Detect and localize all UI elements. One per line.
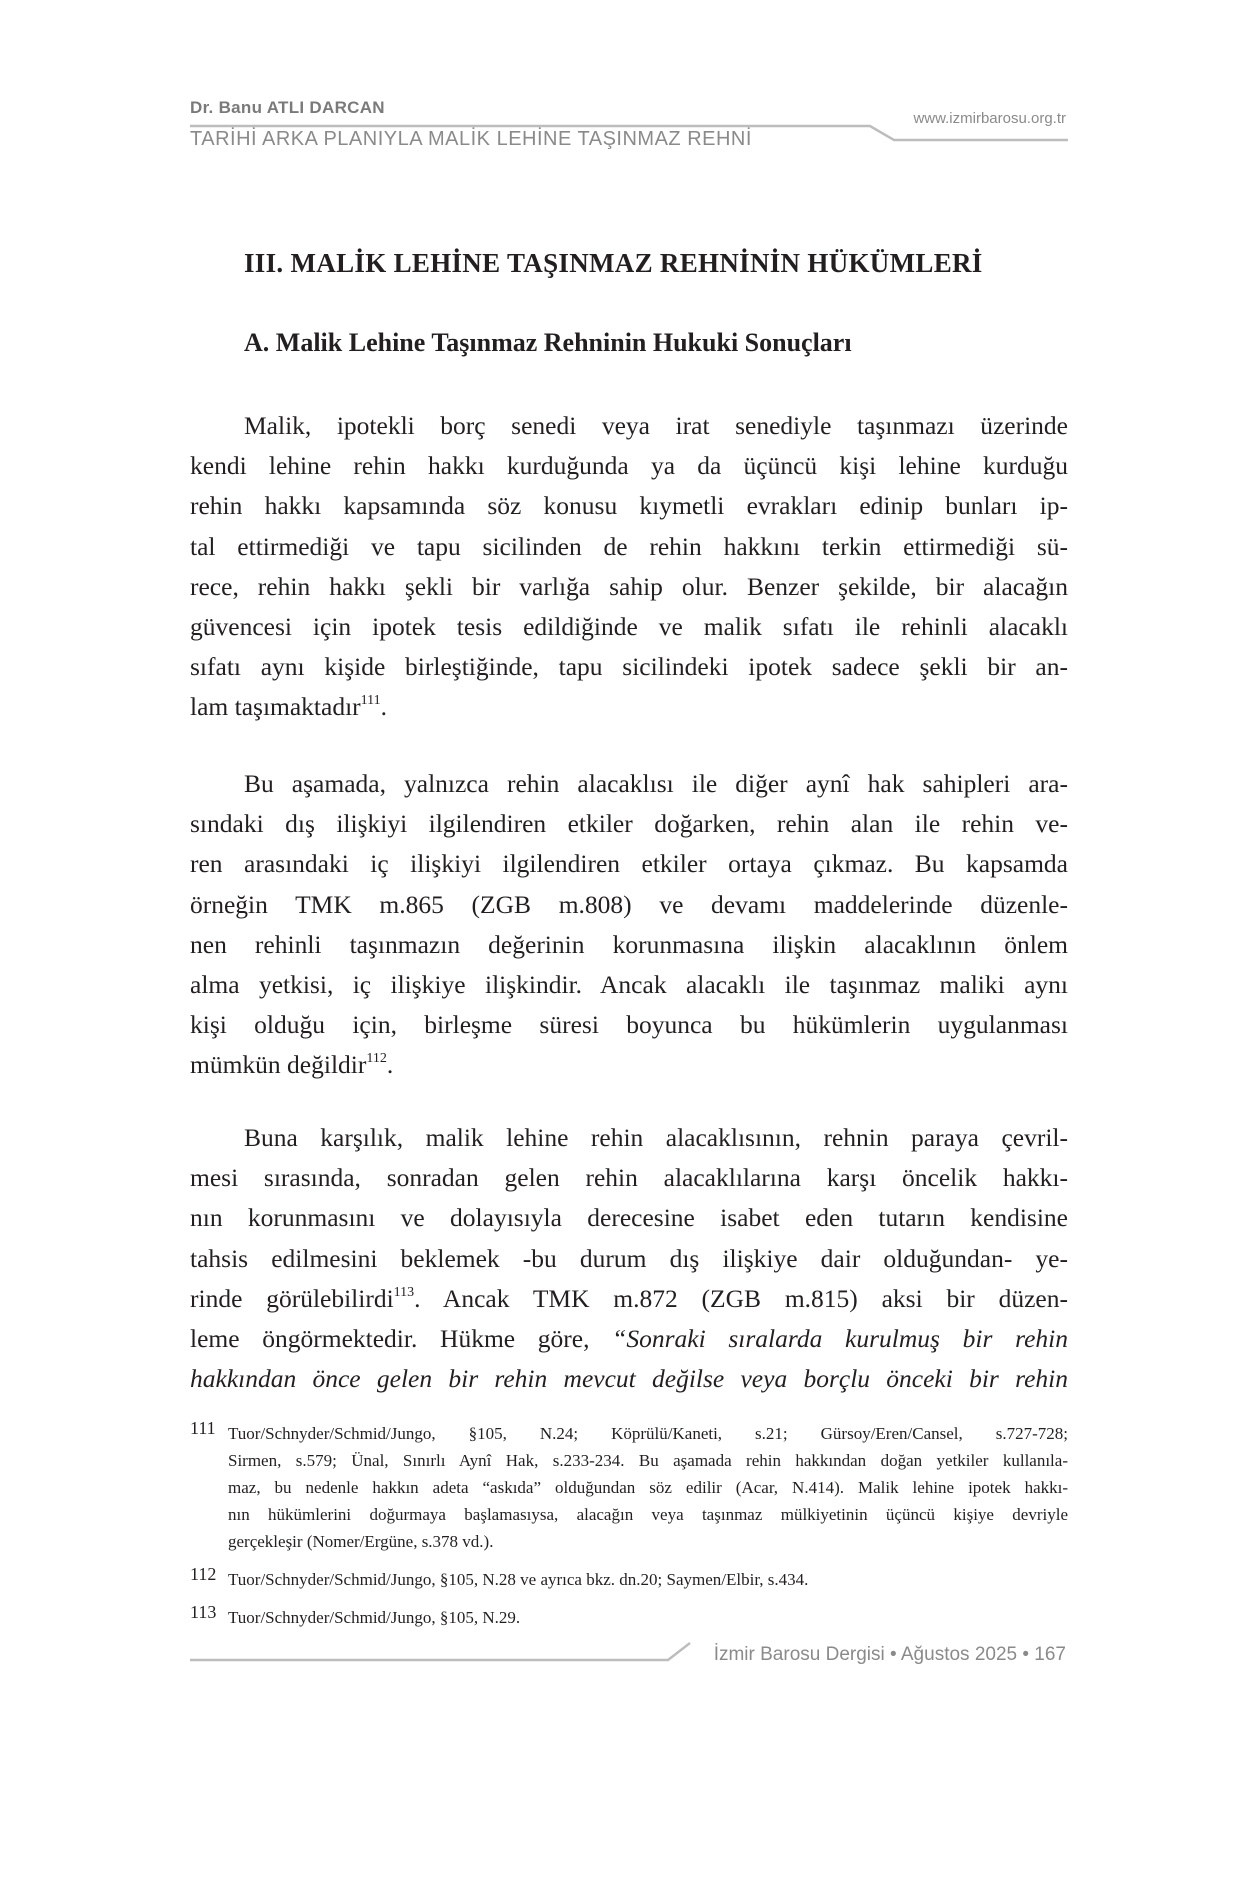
text-line [190, 1198, 1068, 1238]
text-segment: nın korunmasını ve dolayısıyla derecesine isabet eden tutarın kendisine [190, 1203, 1068, 1233]
subsection-heading: A. Malik Lehine Taşınmaz Rehninin Hukuki Sonuçları [244, 328, 852, 357]
text-line [190, 1158, 1068, 1198]
running-title: TARİHİ ARKA PLANIYLA MALİK LEHİNE TAŞINMAZ REHNİ [190, 128, 752, 150]
footnote [190, 1604, 1068, 1631]
text-segment: alma yetkisi, iç ilişkiye ilişkindir. Ancak alacaklı ile taşınmaz maliki aynı [190, 970, 1068, 1000]
footnote-line: gerçekleşir (Nomer/Ergüne, s.378 vd.). [228, 1532, 494, 1551]
text-segment: rinde görülebilirdi [190, 1283, 394, 1313]
footnote-line: Tuor/Schnyder/Schmid/Jungo, §105, N.24; Köprülü/Kaneti, s.21; Gürsoy/Eren/Cansel, s.727-728; [228, 1424, 1068, 1443]
footnote-number: 112 [190, 1564, 217, 1584]
footnote [190, 1420, 1068, 1555]
text-segment: kişi olduğu için, birleşme süresi boyunca bu hükümlerin uygulanması [190, 1010, 1068, 1040]
author-name: Dr. Banu ATLI DARCAN [190, 98, 385, 117]
section-heading: III. MALİK LEHİNE TAŞINMAZ REHNİNİN HÜKÜMLERİ [244, 248, 983, 278]
text-segment: ren arasındaki iç ilişkiyi ilgilendiren etkiler ortaya çıkmaz. Bu kapsamda [190, 849, 1068, 879]
paragraph-3 [190, 1118, 1068, 1399]
text-line [190, 1319, 1068, 1359]
text-line [190, 764, 1068, 804]
text-line [190, 1279, 1068, 1319]
footnote-line: Tuor/Schnyder/Schmid/Jungo, §105, N.28 ve ayrıca bkz. dn.20; Saymen/Elbir, s.434. [228, 1570, 809, 1589]
text-segment: sındaki dış ilişkiyi ilgilendiren etkiler doğarken, rehin alan ile rehin ve- [190, 809, 1068, 839]
text-line [190, 965, 1068, 1005]
footnote-number: 111 [190, 1418, 216, 1438]
text-segment: Bu aşamada, yalnızca rehin alacaklısı ile diğer aynî hak sahipleri ara- [244, 769, 1068, 798]
text-segment: lam taşımaktadır [190, 692, 361, 722]
text-segment: . Ancak TMK m.872 (ZGB m.815) aksi bir düzen- [414, 1283, 1068, 1313]
text-line [190, 687, 1068, 727]
text-segment: tal ettirmediği ve tapu sicilinden de rehin hakkını terkin ettirmediği sü- [190, 531, 1068, 561]
text-segment: nen rehinli taşınmazın değerinin korunmasına ilişkin alacaklının önlem [190, 929, 1068, 959]
text-segment: güvencesi için ipotek tesis edildiğinde ve malik sıfatı ile rehinli alacaklı [190, 612, 1068, 642]
footnote-line: nın hükümlerini doğurmaya başlamasıysa, alacağın veya taşınmaz mülkiyetinin üçüncü kişiye devriyle [228, 1505, 1068, 1524]
text-line [190, 885, 1068, 925]
text-segment: Malik, ipotekli borç senedi veya irat senediyle taşınmazı üzerinde [244, 411, 1068, 440]
text-line [190, 607, 1068, 647]
footnote-reference[interactable]: 113 [393, 1284, 415, 1300]
text-segment: . [386, 1050, 394, 1080]
text-segment: tahsis edilmesini beklemek -bu durum dış ilişkiye dair olduğundan- ye- [190, 1243, 1068, 1273]
text-line [190, 804, 1068, 844]
text-segment: “Sonraki sıralarda kurulmuş bir rehin [612, 1324, 1068, 1354]
footnote-reference[interactable]: 111 [360, 693, 381, 709]
text-segment: sıfatı aynı kişide birleştiğinde, tapu sicilindeki ipotek sadece şekli bir an- [190, 652, 1068, 682]
text-line [190, 925, 1068, 965]
text-line [190, 1359, 1068, 1399]
page-footer: İzmir Barosu Dergisi • Ağustos 2025 • 167 [713, 1644, 1066, 1665]
website-link[interactable]: www.izmirbarosu.org.tr [913, 110, 1066, 127]
footnote-line: Sirmen, s.579; Ünal, Sınırlı Aynî Hak, s.233-234. Bu aşamada rehin hakkından doğan yetkiler kullanıla- [228, 1451, 1068, 1470]
text-line [190, 1005, 1068, 1045]
footnote-reference[interactable]: 112 [366, 1051, 387, 1067]
text-line [190, 567, 1068, 607]
text-segment: örneğin TMK m.865 (ZGB m.808) ve devamı maddelerinde düzenle- [190, 889, 1068, 919]
text-line [190, 446, 1068, 486]
footer-rule [190, 1643, 690, 1660]
text-segment: rece, rehin hakkı şekli bir varlığa sahip olur. Benzer şekilde, bir alacağın [190, 571, 1068, 601]
footnote-number: 113 [190, 1602, 217, 1622]
footnotes [190, 1420, 1068, 1642]
text-line [190, 1118, 1068, 1158]
text-segment: rehin hakkı kapsamında söz konusu kıymetli evrakları edinip bunları ip- [190, 491, 1068, 521]
text-line [190, 647, 1068, 687]
text-segment: . [380, 692, 387, 722]
paragraph-1 [190, 406, 1068, 728]
text-line [190, 486, 1068, 526]
text-segment: kendi lehine rehin hakkı kurduğunda ya da üçüncü kişi lehine kurduğu [190, 451, 1068, 481]
footnote-line: Tuor/Schnyder/Schmid/Jungo, §105, N.29. [228, 1608, 521, 1627]
text-segment: leme öngörmektedir. Hükme göre, [190, 1324, 613, 1354]
footnote [190, 1566, 1068, 1593]
text-line [190, 844, 1068, 884]
text-segment: mümkün değildir [190, 1050, 367, 1080]
text-segment: mesi sırasında, sonradan gelen rehin alacaklılarına karşı öncelik hakkı- [190, 1163, 1068, 1193]
paragraph-2 [190, 764, 1068, 1086]
text-segment: hakkından önce gelen bir rehin mevcut değilse veya borçlu önceki bir rehin [190, 1364, 1068, 1394]
text-line [190, 1045, 1068, 1085]
text-segment: Buna karşılık, malik lehine rehin alacaklısının, rehnin paraya çevril- [244, 1123, 1068, 1152]
text-line [190, 1239, 1068, 1279]
text-line [190, 406, 1068, 446]
footnote-line: maz, bu nedenle hakkın adeta “askıda” olduğundan söz edilir (Acar, N.414). Malik lehine ipotek hakkı- [228, 1478, 1068, 1497]
text-line [190, 527, 1068, 567]
